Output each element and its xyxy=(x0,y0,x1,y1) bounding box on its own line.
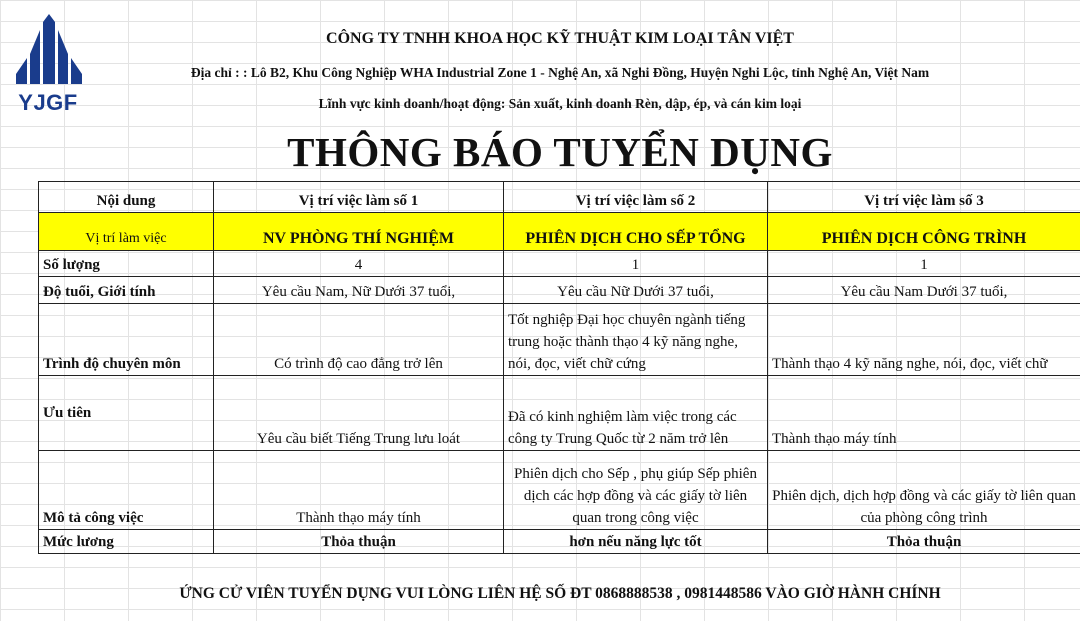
age-gender-2: Yêu cầu Nữ Dưới 37 tuổi, xyxy=(504,277,768,304)
logo-mark-icon xyxy=(14,14,84,90)
table-row-qualification xyxy=(39,304,1080,376)
quantity-label: Số lượng xyxy=(39,251,214,277)
company-name: CÔNG TY TNHH KHOA HỌC KỸ THUẬT KIM LOẠI TÂN VIỆT xyxy=(326,30,794,47)
description-label: Mô tả công việc xyxy=(39,451,214,530)
priority-1: Yêu cầu biết Tiếng Trung lưu loát xyxy=(214,376,504,451)
description-2: Phiên dịch cho Sếp , phụ giúp Sếp phiên dịch các hợp đồng và các giấy tờ liên quan trong công việc xyxy=(504,451,768,530)
salary-label: Mức lương xyxy=(39,530,214,554)
priority-label: Ưu tiên xyxy=(39,376,214,451)
description-1: Thành thạo máy tính xyxy=(214,451,504,530)
salary-2: hơn nếu năng lực tốt xyxy=(504,530,768,554)
quantity-3: 1 xyxy=(768,251,1080,277)
contact-footer: ỨNG CỬ VIÊN TUYỂN DỤNG VUI LÒNG LIÊN HỆ SỐ ĐT 0868888538 , 0981448586 VÀO GIỜ HÀNH CHÍNH xyxy=(179,585,941,602)
age-gender-3: Yêu cầu Nam Dưới 37 tuổi, xyxy=(768,277,1080,304)
salary-1: Thỏa thuận xyxy=(214,530,504,554)
priority-2: Đã có kinh nghiệm làm việc trong các công ty Trung Quốc từ 2 năm trở lên xyxy=(504,376,768,451)
priority-3: Thành thạo máy tính xyxy=(768,376,1080,451)
company-logo xyxy=(4,14,92,122)
position-2: PHIÊN DỊCH CHO SẾP TỔNG xyxy=(504,213,768,251)
recruitment-table xyxy=(38,181,1080,554)
header-label: Nội dung xyxy=(39,182,214,213)
qualification-2: Tốt nghiệp Đại học chuyên ngành tiếng trung hoặc thành thạo 4 kỹ năng nghe, nói, đọc, viết chữ cứng xyxy=(504,304,768,376)
table-row-salary xyxy=(39,530,1080,554)
header-position-3: Vị trí việc làm số 3 xyxy=(768,182,1080,213)
table-row-description xyxy=(39,451,1080,530)
company-address: Địa chỉ : : Lô B2, Khu Công Nghiệp WHA Industrial Zone 1 - Nghệ An, xã Nghi Đồng, Huyện Nghi Lộc, tỉnh Nghệ An, Việt Nam xyxy=(190,65,930,80)
quantity-1: 4 xyxy=(214,251,504,277)
position-1: NV PHÒNG THÍ NGHIỆM xyxy=(214,213,504,251)
table-row-quantity xyxy=(39,251,1080,277)
qualification-label: Trình độ chuyên môn xyxy=(39,304,214,376)
table-header-row xyxy=(39,182,1080,213)
position-3: PHIÊN DỊCH CÔNG TRÌNH xyxy=(768,213,1080,251)
quantity-2: 1 xyxy=(504,251,768,277)
page-title: THÔNG BÁO TUYỂN DỤNG xyxy=(287,129,833,175)
qualification-3: Thành thạo 4 kỹ năng nghe, nói, đọc, viết chữ xyxy=(768,304,1080,376)
logo-text: YJGF xyxy=(18,90,78,115)
position-label: Vị trí làm việc xyxy=(39,213,214,251)
table-row-priority xyxy=(39,376,1080,451)
description-3: Phiên dịch, dịch hợp đồng và các giấy tờ liên quan của phòng công trình xyxy=(768,451,1080,530)
table-row-position xyxy=(39,213,1080,251)
salary-3: Thỏa thuận xyxy=(768,530,1080,554)
header-position-1: Vị trí việc làm số 1 xyxy=(214,182,504,213)
qualification-1: Có trình độ cao đẳng trở lên xyxy=(214,304,504,376)
header-position-2: Vị trí việc làm số 2 xyxy=(504,182,768,213)
business-field: Lĩnh vực kinh doanh/hoạt động: Sản xuất, kinh doanh Rèn, dập, ép, và cán kim loại xyxy=(318,96,802,111)
age-gender-label: Độ tuổi, Giới tính xyxy=(39,277,214,304)
table-row-age-gender xyxy=(39,277,1080,304)
age-gender-1: Yêu cầu Nam, Nữ Dưới 37 tuổi, xyxy=(214,277,504,304)
